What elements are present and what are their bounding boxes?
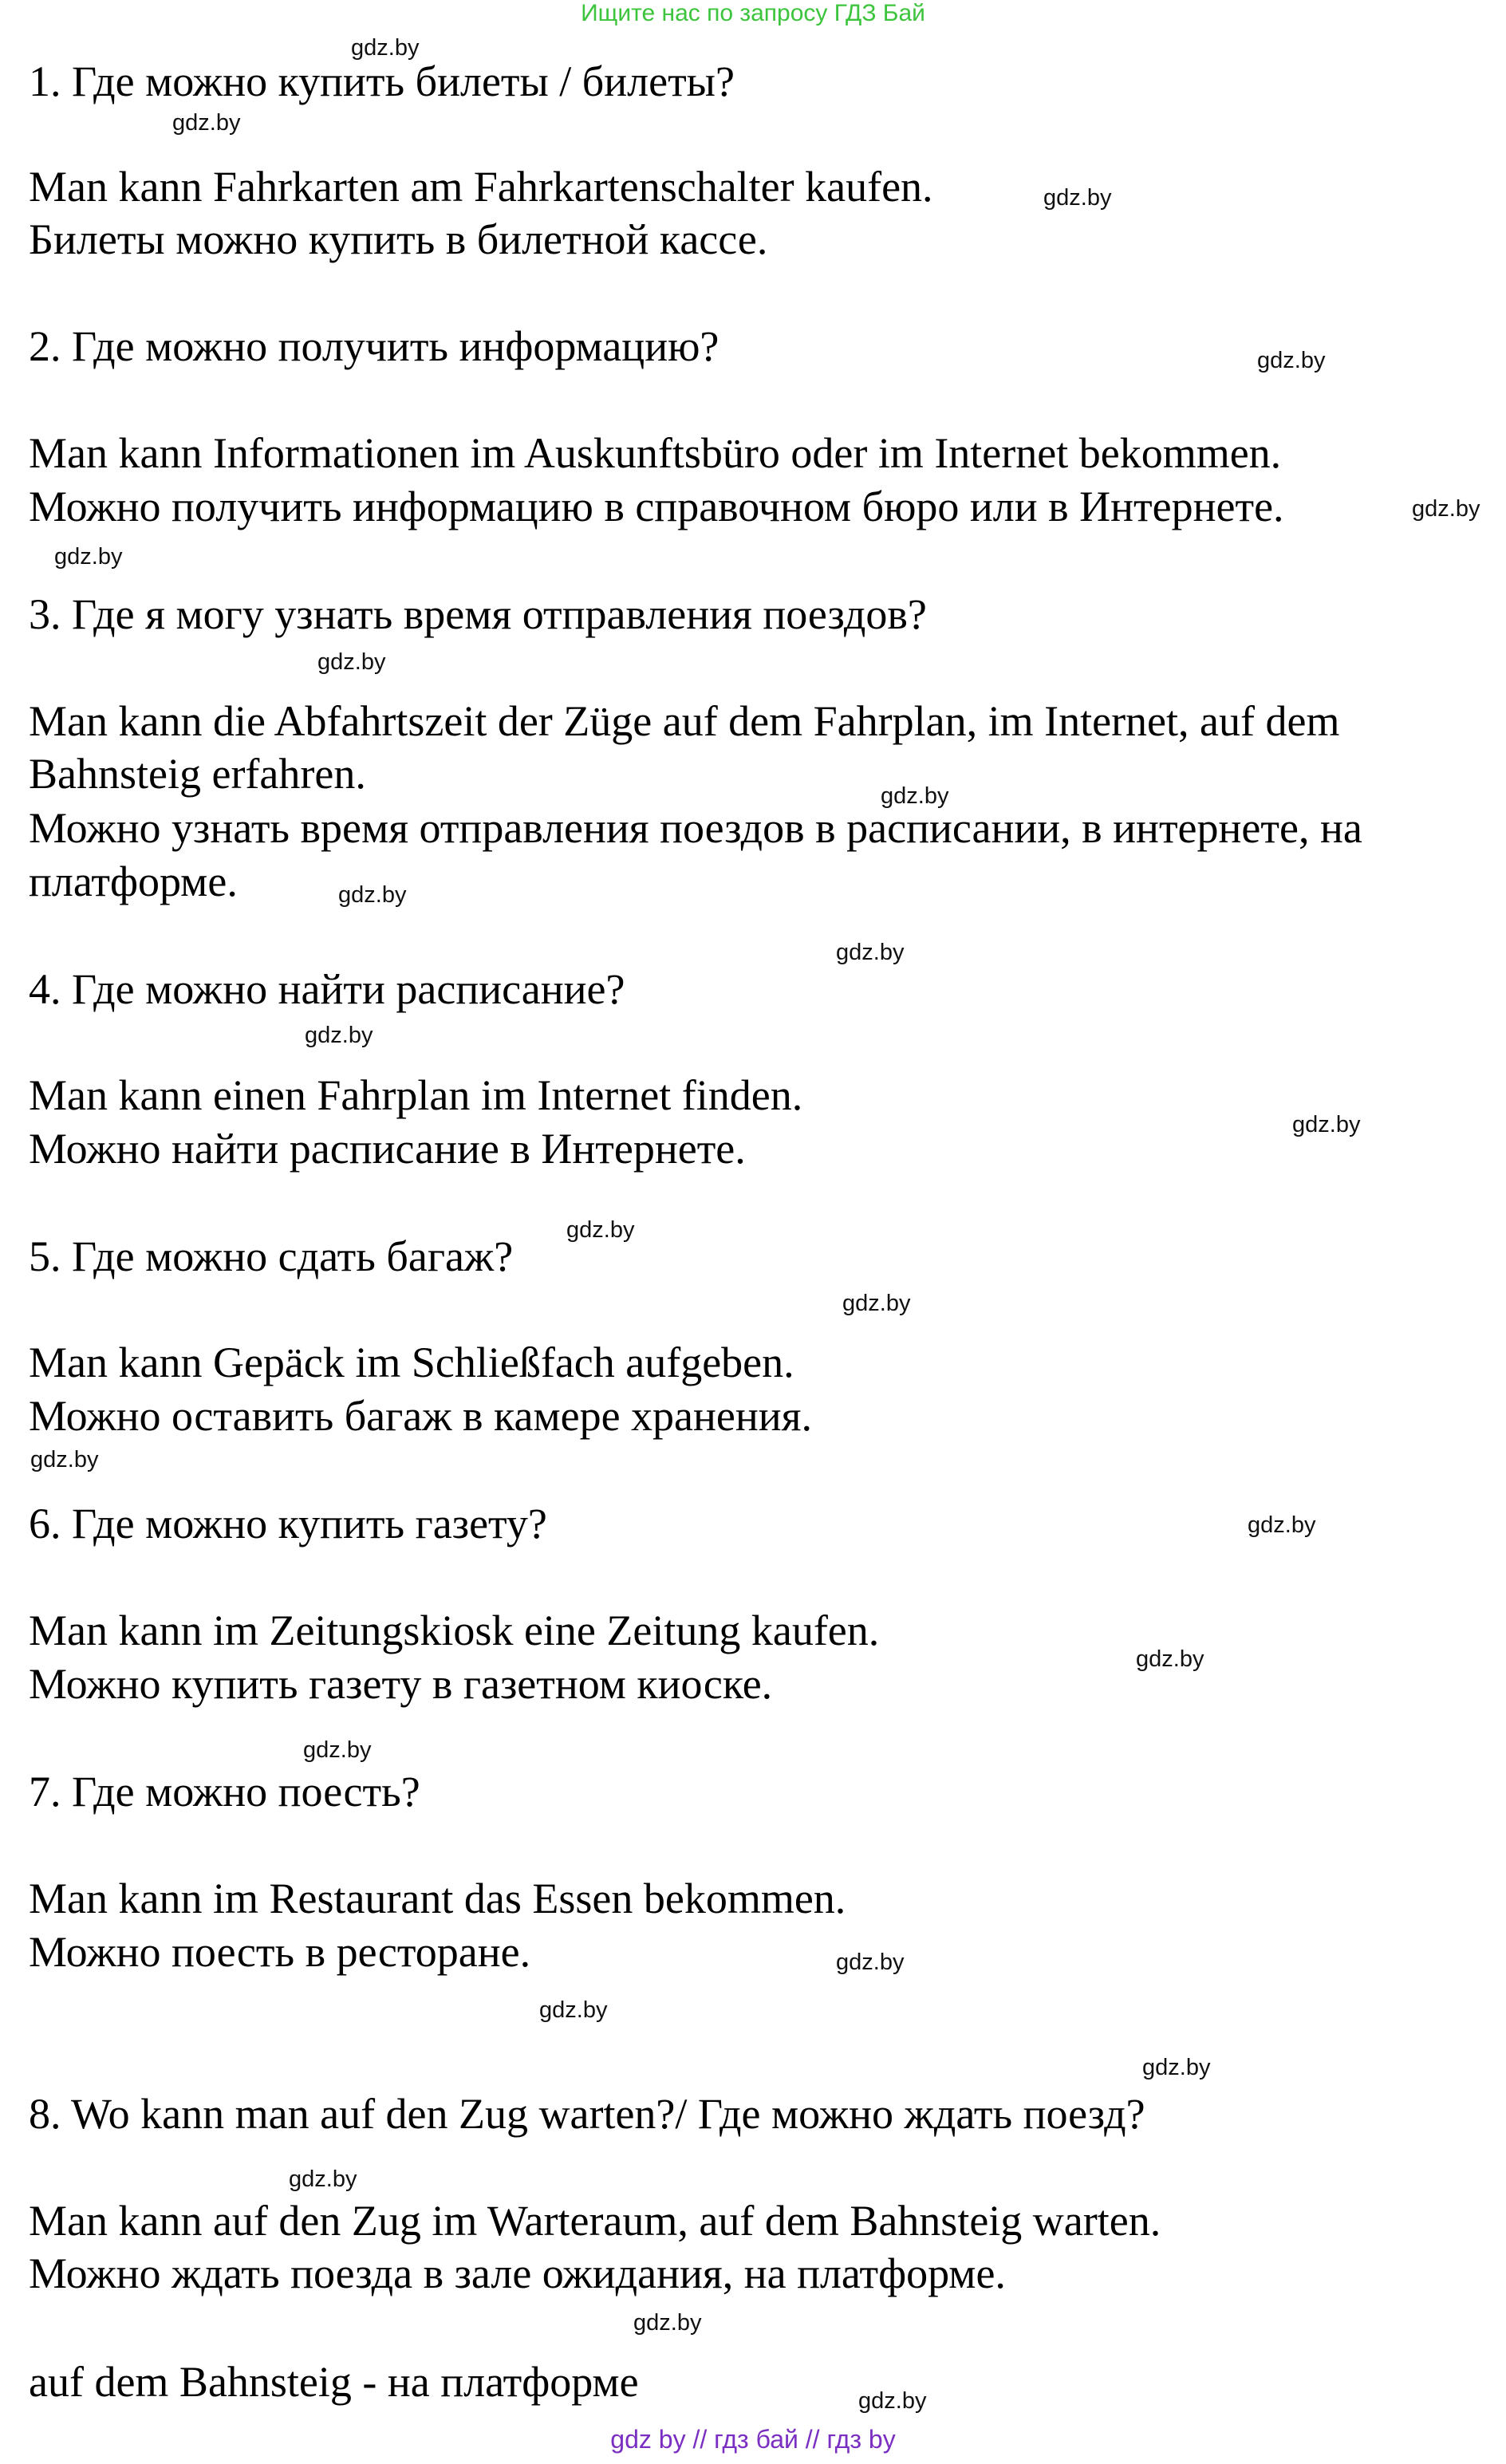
vocab-note: auf dem Bahnsteig - на платформе <box>29 2358 639 2406</box>
watermark: gdz.by <box>303 1737 372 1763</box>
watermark: gdz.by <box>351 35 420 61</box>
watermark: gdz.by <box>1043 185 1112 211</box>
answer-5-de: Man kann Gepäck im Schließfach aufgeben. <box>29 1338 794 1386</box>
watermark: gdz.by <box>54 544 123 570</box>
watermark: gdz.by <box>172 110 241 136</box>
watermark: gdz.by <box>858 2388 927 2414</box>
answer-7-de: Man kann im Restaurant das Essen bekommen. <box>29 1875 846 1922</box>
watermark: gdz.by <box>633 2310 702 2336</box>
answer-6-de: Man kann im Zeitungskiosk eine Zeitung kaufen. <box>29 1607 880 1654</box>
question-6: 6. Где можно купить газету? <box>29 1500 547 1547</box>
question-7: 7. Где можно поесть? <box>29 1768 420 1815</box>
watermark: gdz.by <box>566 1217 635 1243</box>
question-8: 8. Wo kann man auf den Zug warten?/ Где можно ждать поезд? <box>29 2090 1145 2138</box>
answer-1-de: Man kann Fahrkarten am Fahrkartenschalter kaufen. <box>29 163 933 211</box>
answer-5-ru: Можно оставить багаж в камере хранения. <box>29 1392 813 1440</box>
answer-3-de-line-2: Bahnsteig erfahren. <box>29 750 366 798</box>
question-3: 3. Где я могу узнать время отправления поездов? <box>29 590 927 638</box>
answer-1-ru: Билеты можно купить в билетной кассе. <box>29 215 768 263</box>
watermark: gdz.by <box>1257 348 1326 373</box>
watermark: gdz.by <box>1412 496 1480 522</box>
header-search-link[interactable]: Ищите нас по запросу ГДЗ Бай <box>581 0 925 26</box>
answer-3-de-line-1: Man kann die Abfahrtszeit der Züge auf dem Fahrplan, im Internet, auf dem <box>29 697 1340 745</box>
watermark: gdz.by <box>338 882 407 908</box>
answer-3-ru-line-1: Можно узнать время отправления поездов в расписании, в интернете, на <box>29 804 1362 852</box>
answer-8-ru: Можно ждать поезда в зале ожидания, на платформе. <box>29 2249 1006 2297</box>
watermark: gdz.by <box>1136 1646 1204 1672</box>
answer-8-de: Man kann auf den Zug im Warteraum, auf dem Bahnsteig warten. <box>29 2197 1161 2245</box>
watermark: gdz.by <box>1248 1512 1316 1538</box>
watermark: gdz.by <box>305 1023 373 1048</box>
footer-links[interactable]: gdz by // гдз бай // гдз by <box>610 2425 896 2454</box>
answer-2-de: Man kann Informationen im Auskunftsbüro oder im Internet bekommen. <box>29 429 1282 477</box>
answer-4-de: Man kann einen Fahrplan im Internet finden. <box>29 1071 803 1119</box>
answer-3-ru-line-2: платформе. <box>29 857 238 905</box>
question-1: 1. Где можно купить билеты / билеты? <box>29 57 735 105</box>
watermark: gdz.by <box>317 649 386 675</box>
watermark: gdz.by <box>842 1291 911 1316</box>
watermark: gdz.by <box>289 2166 357 2192</box>
answer-7-ru: Можно поесть в ресторане. <box>29 1928 531 1976</box>
watermark: gdz.by <box>836 940 905 965</box>
question-5: 5. Где можно сдать багаж? <box>29 1232 514 1280</box>
answer-2-ru: Можно получить информацию в справочном бюро или в Интернете. <box>29 483 1284 530</box>
watermark: gdz.by <box>30 1447 99 1472</box>
question-4: 4. Где можно найти расписание? <box>29 965 625 1013</box>
answer-4-ru: Можно найти расписание в Интернете. <box>29 1125 746 1173</box>
question-2: 2. Где можно получить информацию? <box>29 322 719 370</box>
watermark: gdz.by <box>1292 1112 1361 1137</box>
watermark: gdz.by <box>836 1950 905 1975</box>
watermark: gdz.by <box>1142 2055 1211 2080</box>
answer-6-ru: Можно купить газету в газетном киоске. <box>29 1660 773 1708</box>
watermark: gdz.by <box>881 783 949 809</box>
watermark: gdz.by <box>539 1997 608 2023</box>
